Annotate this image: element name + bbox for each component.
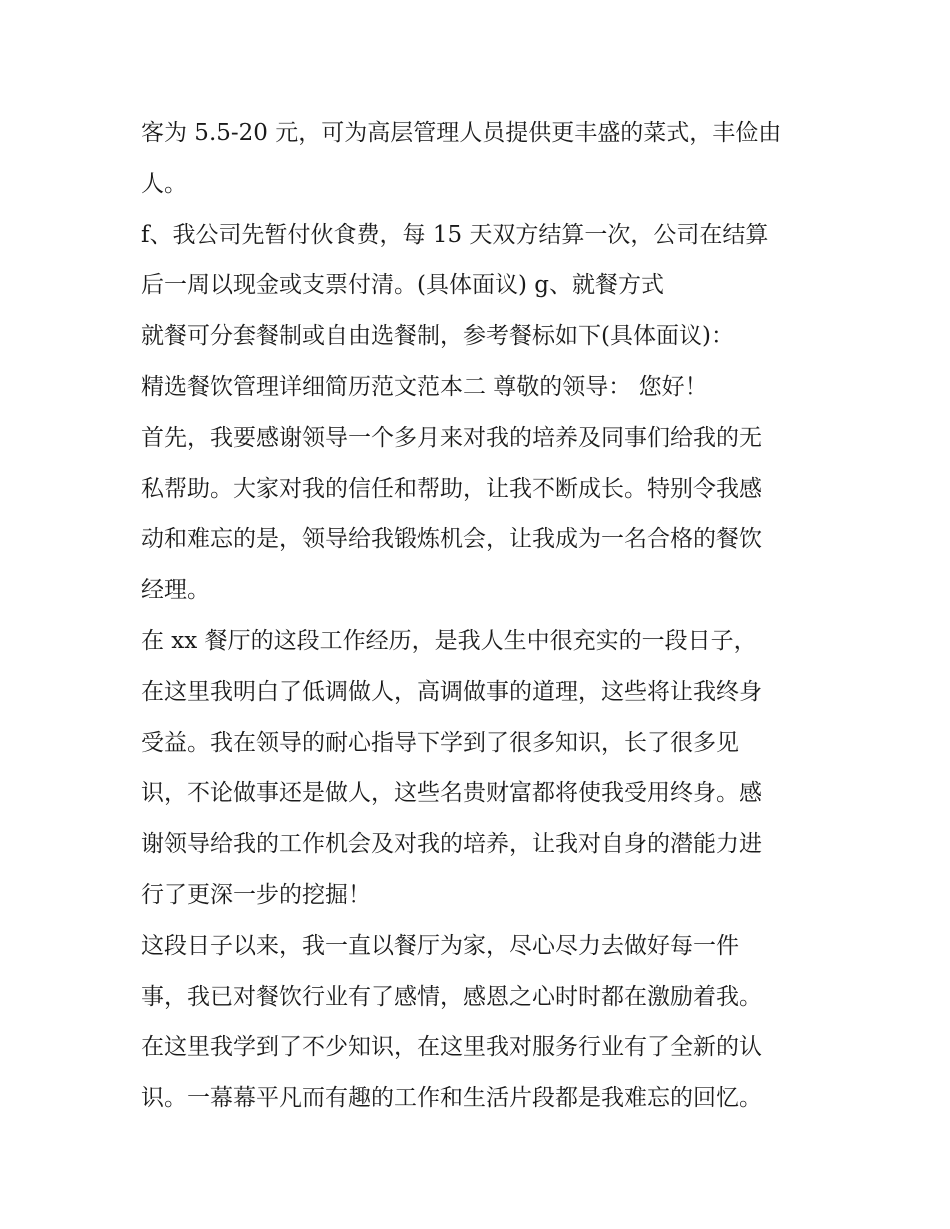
text-line: 在 xx 餐厅的这段工作经历，是我人生中很充实的一段日子， <box>141 627 757 654</box>
text-line: 首先，我要感谢领导一个多月来对我的培养及同事们给我的无 <box>141 424 762 451</box>
text-line: 私帮助。大家对我的信任和帮助，让我不断成长。特别令我感 <box>141 475 762 502</box>
text-line: 识，不论做事还是做人，这些名贵财富都将使我受用终身。感 <box>141 780 762 807</box>
text-line: 后一周以现金或支票付清。(具体面议) g、就餐方式 <box>141 272 664 299</box>
text-line: 在这里我明白了低调做人，高调做事的道理，这些将让我终身 <box>141 678 762 705</box>
text-line: 人。 <box>141 170 187 197</box>
text-line: 就餐可分套餐制或自由选餐制，参考餐标如下(具体面议)： <box>141 323 734 350</box>
text-line: 动和难忘的是，领导给我锻炼机会，让我成为一名合格的餐饮 <box>141 526 762 553</box>
text-line: f、我公司先暂付伙食费，每 15 天双方结算一次，公司在结算 <box>141 221 769 248</box>
text-line: 在这里我学到了不少知识，在这里我对服务行业有了全新的认 <box>141 1034 762 1061</box>
text-line: 谢领导给我的工作机会及对我的培养，让我对自身的潜能力进 <box>141 831 762 858</box>
text-line: 行了更深一步的挖掘！ <box>141 881 371 908</box>
text-line: 客为 5.5-20 元，可为高层管理人员提供更丰盛的菜式，丰俭由 <box>141 120 782 146</box>
text-line: 这段日子以来，我一直以餐厅为家，尽心尽力去做好每一件 <box>141 932 739 959</box>
text-line: 事，我已对餐饮行业有了感情，感恩之心时时都在激励着我。 <box>141 983 762 1010</box>
text-line: 识。一幕幕平凡而有趣的工作和生活片段都是我难忘的回忆。 <box>141 1085 762 1112</box>
text-line: 受益。我在领导的耐心指导下学到了很多知识，长了很多见 <box>141 729 739 756</box>
text-line: 精选餐饮管理详细简历范文范本二 尊敬的领导： 您好！ <box>141 373 708 400</box>
text-line: 经理。 <box>141 577 210 604</box>
document-body <box>141 108 821 1124</box>
